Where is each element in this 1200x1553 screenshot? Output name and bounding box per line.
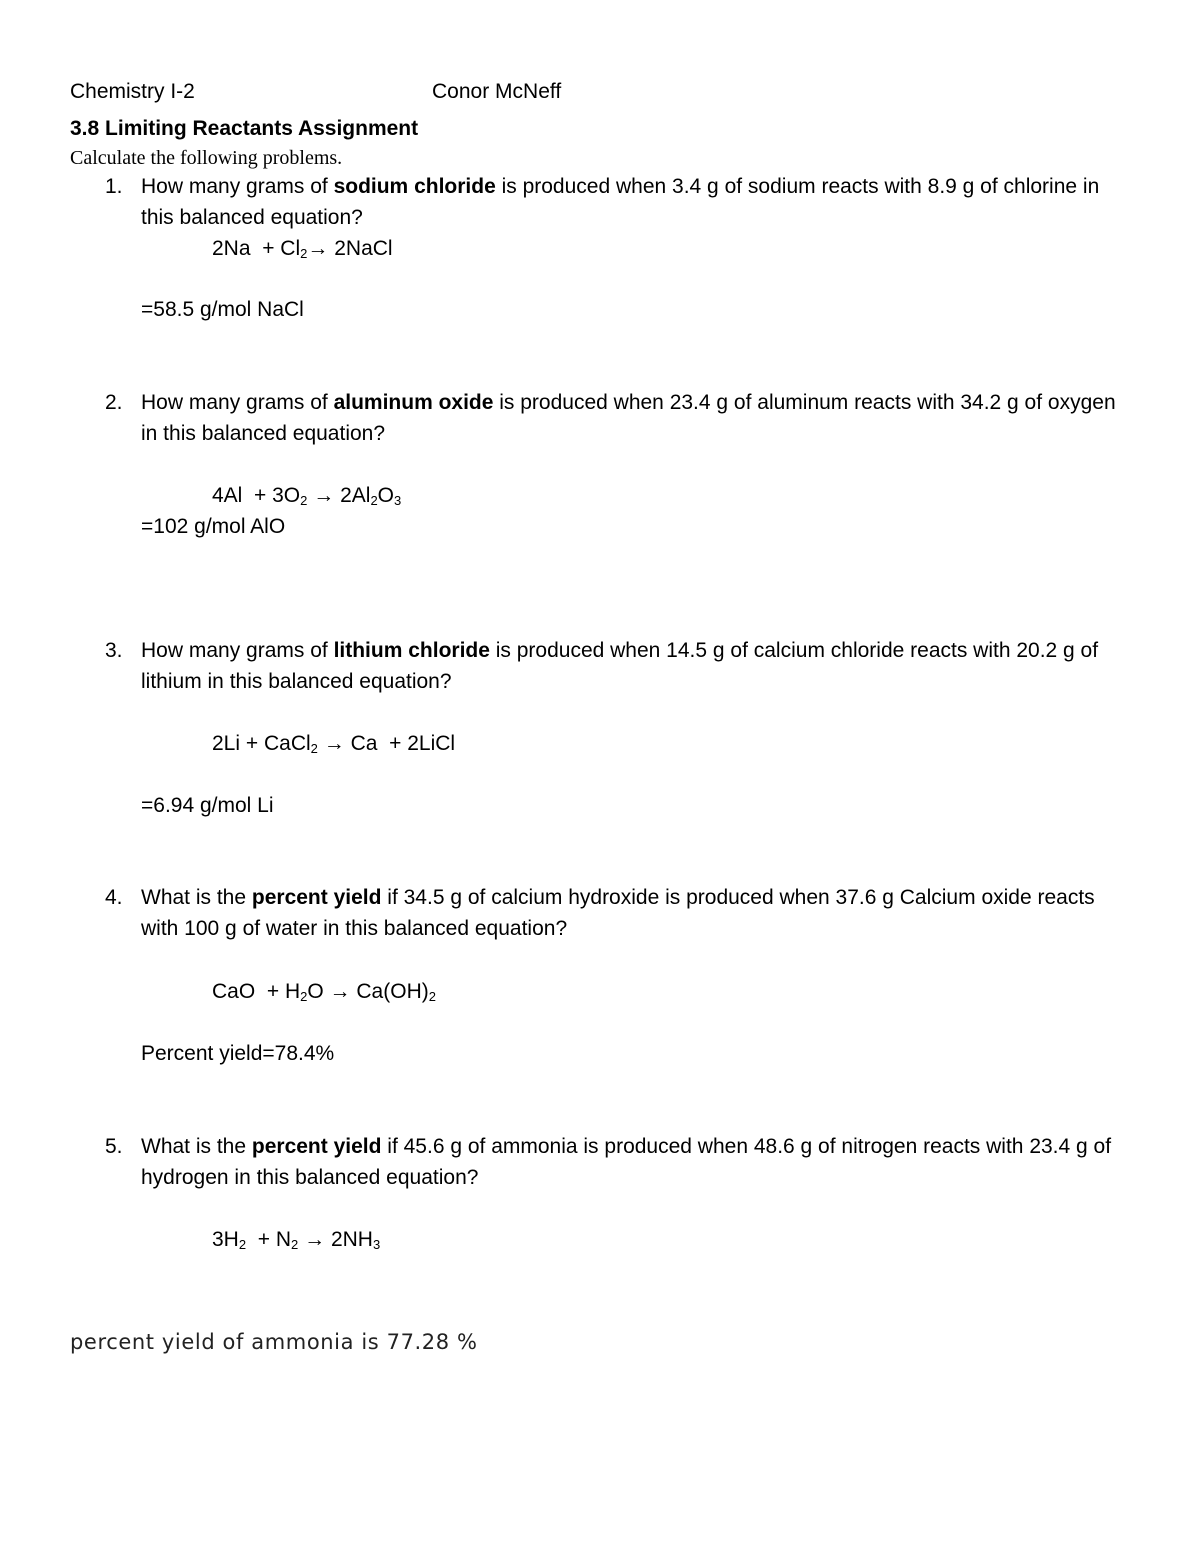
problem-question: What is the percent yield if 34.5 g of calcium hydroxide is produced when 37.6 g Calcium oxide reacts with 100 g of water in this balanced equation? xyxy=(141,886,1095,940)
problem-question: How many grams of aluminum oxide is produced when 23.4 g of aluminum reacts with 34.2 g of oxygen in this balanced equation? xyxy=(141,391,1116,445)
problem-question: How many grams of lithium chloride is produced when 14.5 g of calcium chloride reacts with 20.2 g of lithium in this balanced equation? xyxy=(141,639,1099,693)
problem-question: How many grams of sodium chloride is produced when 3.4 g of sodium reacts with 8.9 g of chlorine in this balanced equation? xyxy=(141,175,1100,229)
arrow-icon: → xyxy=(307,237,329,260)
arrow-icon: → xyxy=(304,1228,326,1251)
problem-number: 3. xyxy=(105,639,123,662)
balanced-equation: $2Na + Cl_2\to$ 2NaCl xyxy=(212,237,393,261)
problem-number: 5. xyxy=(105,1135,123,1158)
final-answer: percent yield of ammonia is 77.28 % xyxy=(70,1330,478,1354)
problem-answer: =6.94 g/mol Li xyxy=(141,794,274,817)
problem-answer: =102 g/mol AlO xyxy=(141,515,286,538)
balanced-equation: CaO + $H_2O \to Ca(OH)_2$ xyxy=(212,980,436,1004)
problem-answer: =58.5 g/mol NaCl xyxy=(141,298,304,321)
balanced-equation: 2Li + CaCl$_2$ → Ca + 2LiCl xyxy=(212,732,456,756)
problem-number: 2. xyxy=(105,391,123,414)
problem-number: 4. xyxy=(105,886,123,909)
balanced-equation: $4Al + 3O_2 \to 2Al_2O_3$ xyxy=(212,484,402,508)
assignment-title: 3.8 Limiting Reactants Assignment xyxy=(70,117,419,140)
balanced-equation: $3H_2 + N_2 \to 2NH_3$ xyxy=(212,1228,381,1252)
student-name: Conor McNeff xyxy=(432,80,562,103)
arrow-icon: → xyxy=(313,484,335,507)
instructions: Calculate the following problems. xyxy=(70,147,343,169)
problem-answer: Percent yield=78.4% xyxy=(141,1042,335,1065)
course-name: Chemistry I-2 xyxy=(70,80,195,103)
problem-number: 1. xyxy=(105,175,123,198)
arrow-icon: → xyxy=(329,980,351,1003)
problem-question: What is the percent yield if 45.6 g of ammonia is produced when 48.6 g of nitrogen reacts with 23.4 g of hydrogen in this balanced equation? xyxy=(141,1135,1112,1189)
arrow-icon: → xyxy=(323,732,345,755)
